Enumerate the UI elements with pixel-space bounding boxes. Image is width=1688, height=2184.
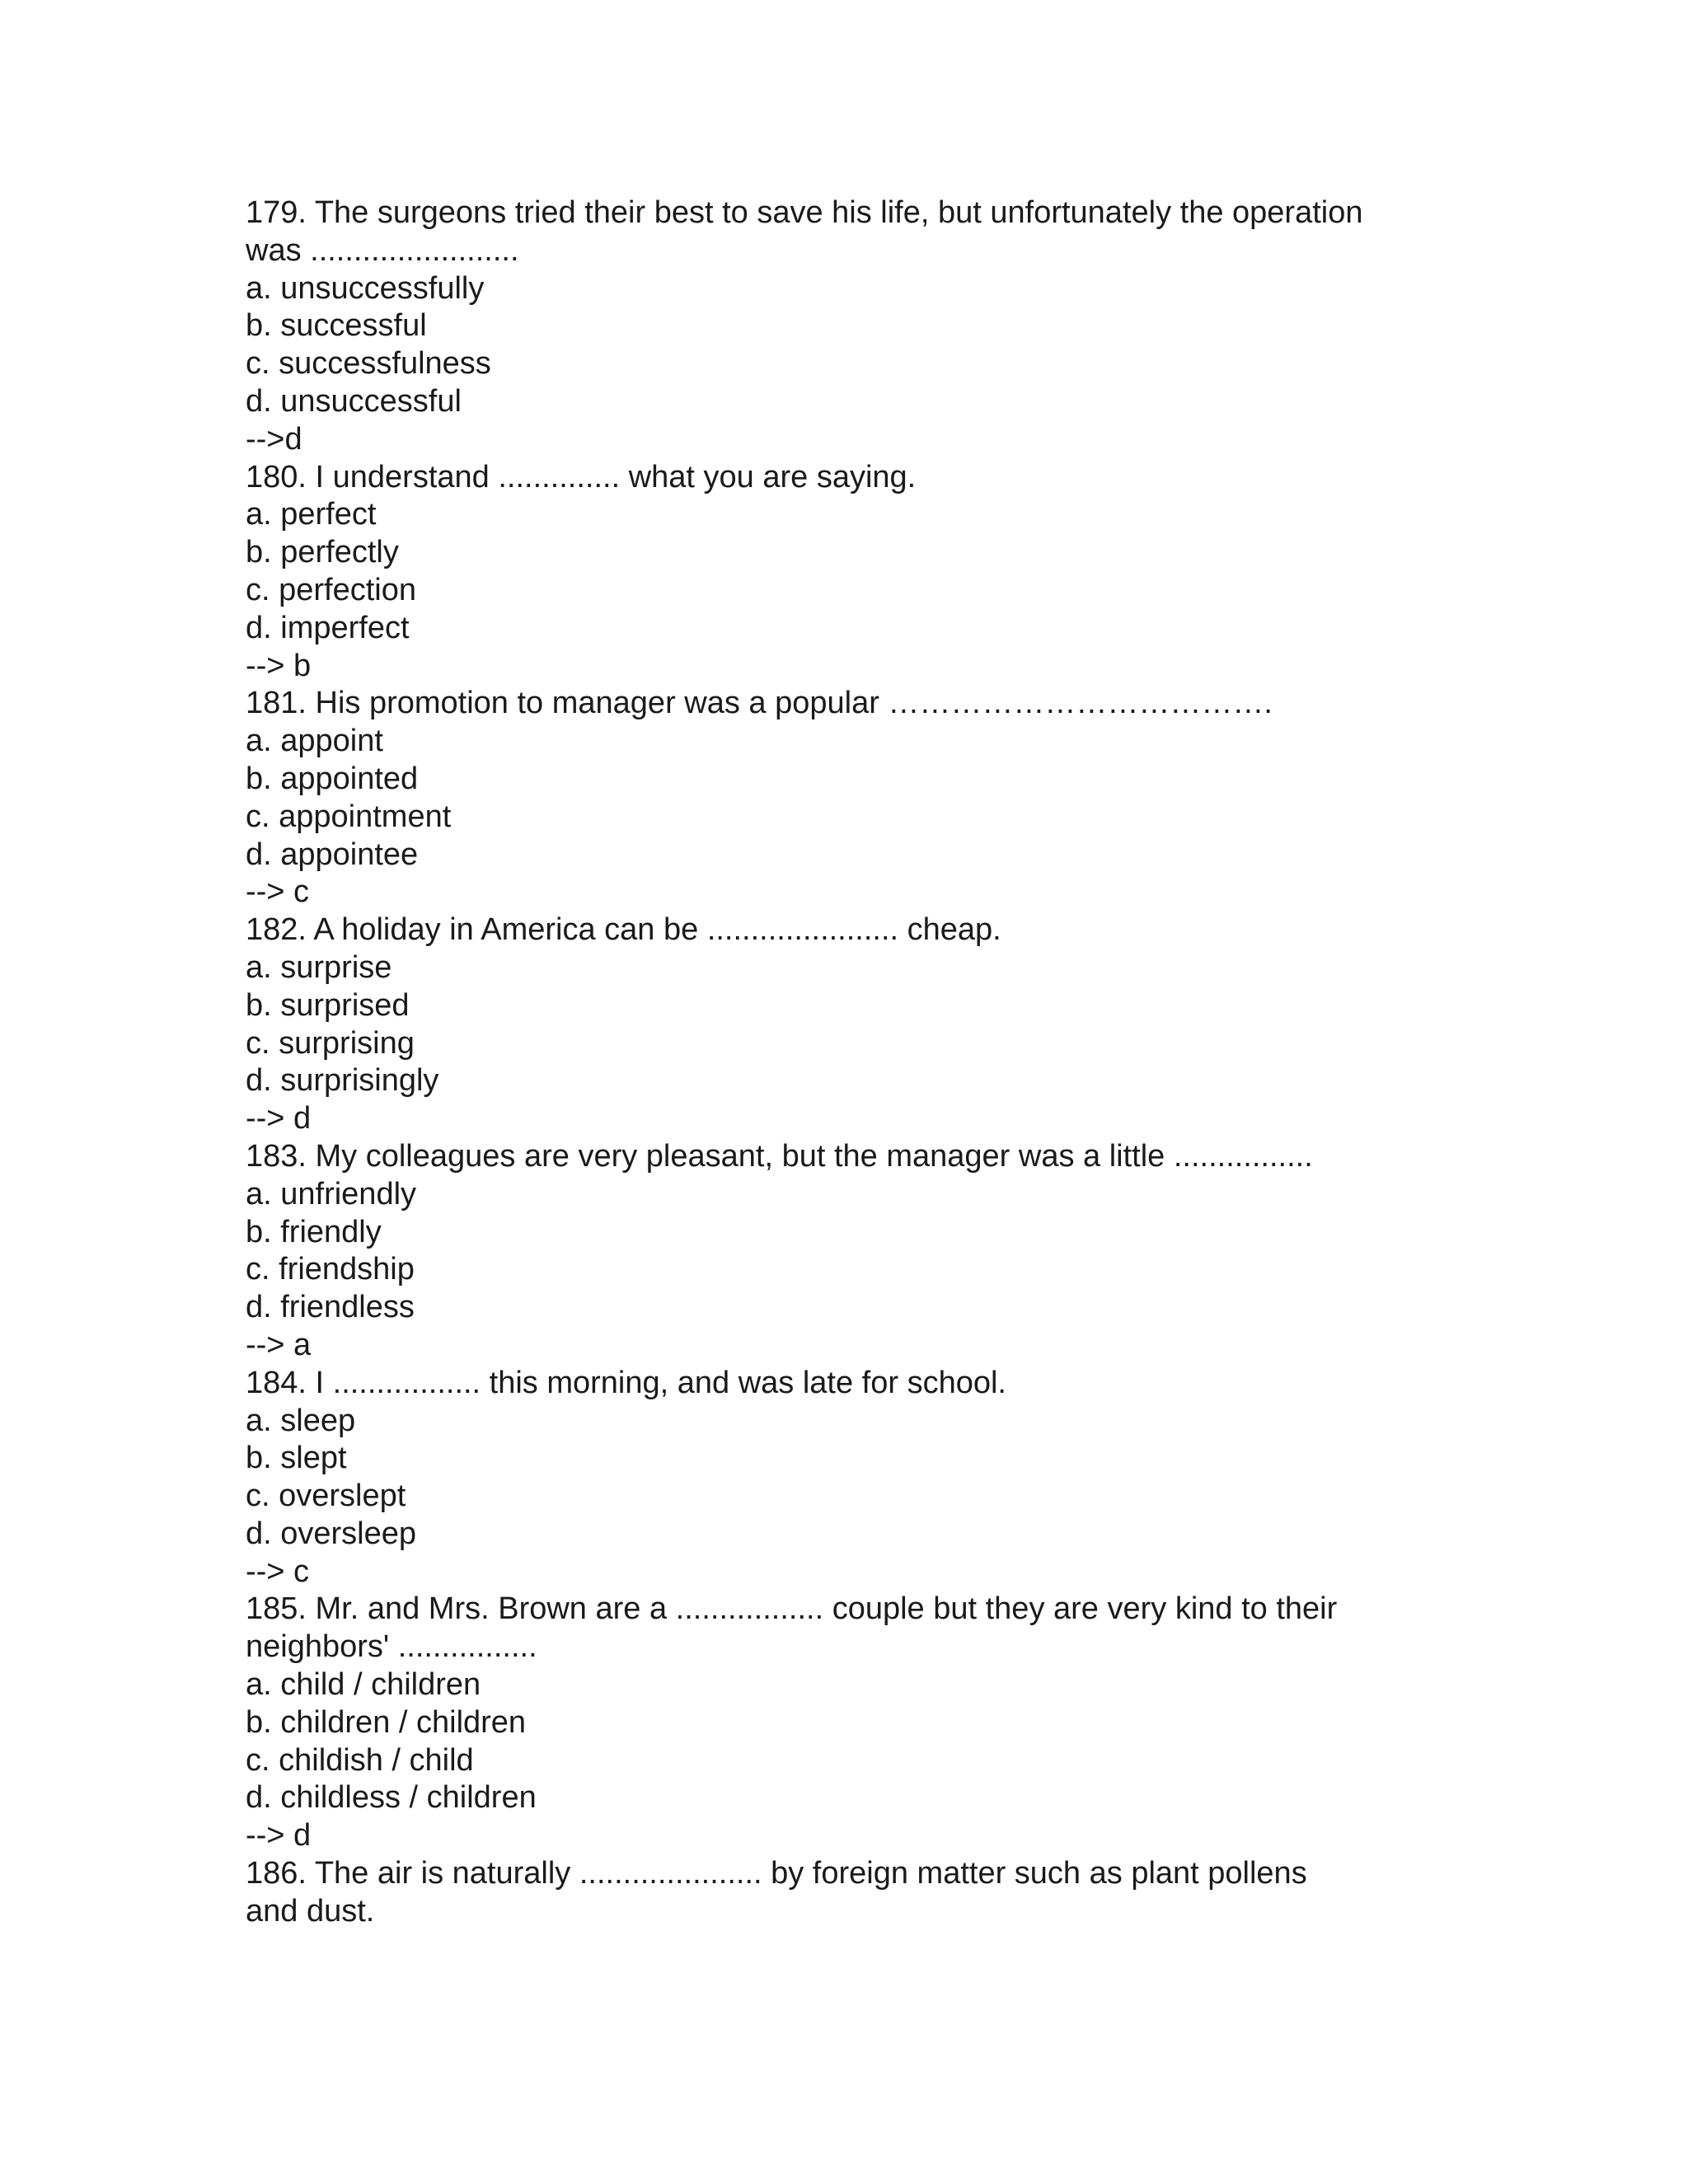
question-185-option-d: d. childless / children: [246, 1780, 537, 1816]
question-186-text: 186. The air is naturally ..................... by foreign matter such as plant pollens: [246, 1856, 1307, 1891]
question-184-option-d: d. oversleep: [246, 1516, 417, 1551]
question-179-answer: -->d: [246, 421, 302, 457]
question-list: [246, 194, 1441, 1931]
question-179-option-a: a. unsuccessfully: [246, 270, 485, 306]
question-182-option-b: b. surprised: [246, 987, 410, 1023]
question-185-option-c: c. childish / child: [246, 1742, 474, 1778]
question-181-text: 181. His promotion to manager was a popular ……………………………….: [246, 686, 1273, 721]
question-185-option-b: b. children / children: [246, 1704, 527, 1740]
question-186-text-continued: and dust.: [246, 1893, 375, 1929]
question-179-text: 179. The surgeons tried their best to save his life, but unfortunately the operation: [246, 195, 1363, 230]
question-182-option-a: a. surprise: [246, 949, 392, 985]
question-184-answer: --> c: [246, 1554, 310, 1589]
question-179-text-continued: was ........................: [246, 232, 519, 268]
question-179-option-d: d. unsuccessful: [246, 383, 462, 419]
question-180-option-a: a. perfect: [246, 497, 377, 532]
question-180-option-d: d. imperfect: [246, 610, 410, 645]
question-181-option-d: d. appointee: [246, 837, 419, 872]
question-181-answer: --> c: [246, 874, 310, 910]
question-183-option-d: d. friendless: [246, 1290, 415, 1325]
question-180-answer: --> b: [246, 648, 312, 683]
question-184-text: 184. I ................. this morning, and was late for school.: [246, 1365, 1006, 1400]
question-181-option-b: b. appointed: [246, 761, 419, 796]
question-182-text: 182. A holiday in America can be ...................... cheap.: [246, 912, 1001, 948]
question-179-option-c: c. successfulness: [246, 346, 491, 382]
question-185-answer: --> d: [246, 1818, 312, 1854]
question-185-option-a: a. child / children: [246, 1667, 481, 1703]
question-183-option-c: c. friendship: [246, 1252, 415, 1287]
question-182-answer: --> d: [246, 1101, 312, 1137]
question-180-option-b: b. perfectly: [246, 535, 399, 570]
question-182-option-c: c. surprising: [246, 1025, 415, 1061]
question-180-text: 180. I understand .............. what you are saying.: [246, 459, 917, 494]
question-181-option-c: c. appointment: [246, 799, 452, 834]
question-184-option-b: b. slept: [246, 1441, 347, 1476]
question-184-option-c: c. overslept: [246, 1479, 406, 1514]
question-183-option-b: b. friendly: [246, 1214, 382, 1249]
question-181-option-a: a. appoint: [246, 724, 383, 759]
question-179-option-b: b. successful: [246, 308, 427, 344]
question-182-option-d: d. surprisingly: [246, 1063, 439, 1099]
question-185-text-continued: neighbors' ................: [246, 1629, 537, 1665]
question-185-text: 185. Mr. and Mrs. Brown are a ................. couple but they are very kind to their: [246, 1591, 1338, 1627]
question-184-option-a: a. sleep: [246, 1403, 356, 1438]
question-183-answer: --> a: [246, 1327, 312, 1362]
question-183-text: 183. My colleagues are very pleasant, but the manager was a little ................: [246, 1138, 1313, 1174]
question-180-option-c: c. perfection: [246, 572, 416, 607]
question-183-option-a: a. unfriendly: [246, 1176, 417, 1212]
